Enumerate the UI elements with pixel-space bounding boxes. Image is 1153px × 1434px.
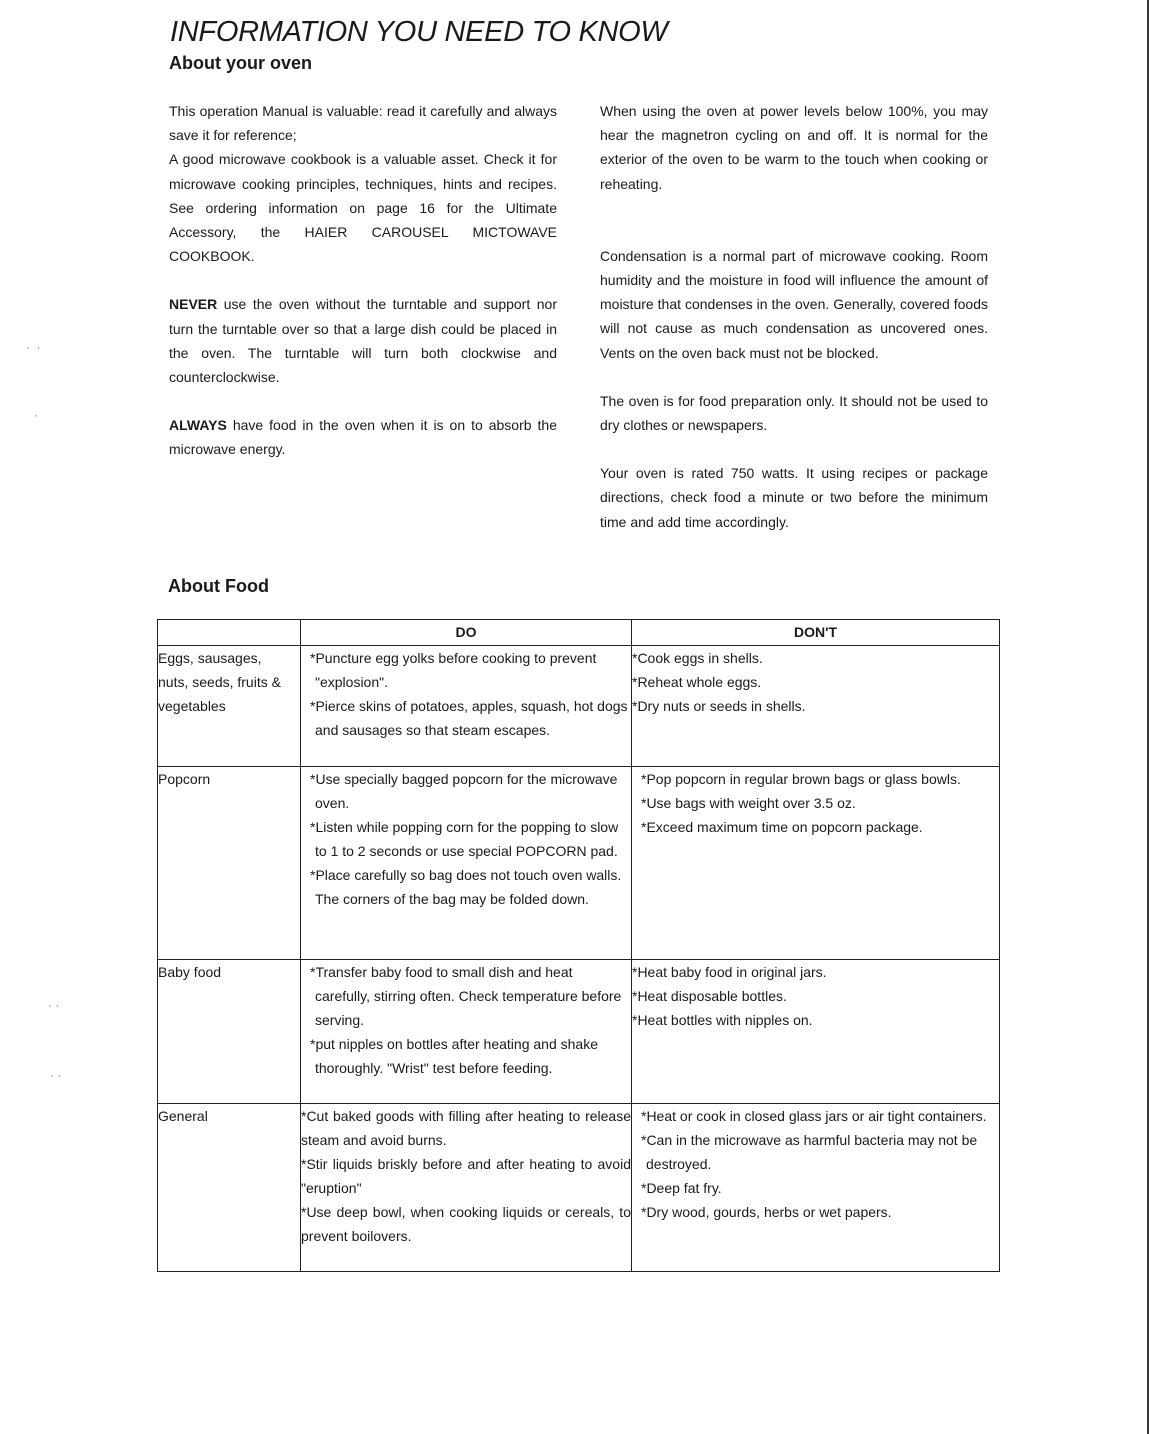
about-food-heading: About Food bbox=[168, 576, 269, 596]
power-level-paragraph: When using the oven at power levels below 100%, you may hear the magnetron cycling on and off. It is normal for the exterior of the oven to be warm to the touch when cooking or reheating. bbox=[600, 103, 988, 192]
always-paragraph bbox=[169, 413, 557, 461]
do-item: *Use deep bowl, when cooking liquids or cereals, to prevent boilovers. bbox=[301, 1204, 631, 1244]
wattage-paragraph: Your oven is rated 750 watts. It using recipes or package directions, check food a minute or two before the minimum time and add time accordingly. bbox=[600, 465, 988, 530]
category-label: Eggs, sausages, nuts, seeds, fruits & vegetables bbox=[158, 650, 281, 714]
header-dont: DON'T bbox=[632, 620, 1000, 646]
dont-cell bbox=[632, 1104, 1000, 1272]
scan-speck: · · bbox=[26, 340, 41, 354]
about-oven-heading: About your oven bbox=[169, 53, 312, 73]
scan-speck: · · bbox=[50, 1068, 62, 1082]
table-header-row bbox=[158, 620, 1000, 646]
always-label: ALWAYS bbox=[169, 417, 227, 434]
dont-item: *Heat disposable bottles. bbox=[632, 988, 787, 1004]
food-do-dont-table bbox=[157, 619, 1000, 1272]
never-label: NEVER bbox=[169, 296, 218, 313]
category-cell bbox=[158, 1104, 301, 1272]
never-text: use the oven without the turntable and support nor turn the turntable over so that a large dish could be placed in the oven. The turntable will turn both clockwise and counterclockwise. bbox=[169, 296, 557, 386]
table-row bbox=[158, 767, 1000, 960]
table-row bbox=[158, 646, 1000, 767]
do-item: *Use specially bagged popcorn for the microwave oven. bbox=[310, 771, 618, 811]
dont-cell bbox=[632, 960, 1000, 1104]
dont-item: *Exceed maximum time on popcorn package. bbox=[641, 819, 923, 835]
do-item: *Listen while popping corn for the popping to slow to 1 to 2 seconds or use special POPCORN pad. bbox=[310, 819, 619, 859]
do-item: *Puncture egg yolks before cooking to prevent "explosion". bbox=[310, 650, 597, 690]
dont-item: *Heat baby food in original jars. bbox=[632, 964, 827, 980]
dont-item: *Use bags with weight over 3.5 oz. bbox=[641, 795, 856, 811]
always-text: have food in the oven when it is on to absorb the microwave energy. bbox=[169, 417, 557, 458]
page-title: INFORMATION YOU NEED TO KNOW bbox=[170, 16, 668, 48]
do-cell bbox=[301, 767, 632, 960]
header-do: DO bbox=[301, 620, 632, 646]
do-item: *Transfer baby food to small dish and heat carefully, stirring often. Check temperature before serving. bbox=[310, 964, 622, 1028]
dont-cell bbox=[632, 767, 1000, 960]
dont-item: *Dry wood, gourds, herbs or wet papers. bbox=[641, 1204, 892, 1220]
category-cell bbox=[158, 767, 301, 960]
cookbook-paragraph: A good microwave cookbook is a valuable asset. Check it for microwave cooking principles, techniques, hints and recipes. See ordering information on page 16 for the Ultimate Accessory, the HAIER CAROUSEL MICTOWAVE COOKBOOK. bbox=[169, 151, 557, 265]
condensation-paragraph: Condensation is a normal part of microwave cooking. Room humidity and the moisture in food will influence the amount of moisture that condenses in the oven. Generally, covered foods will not cause as much condensation as uncovered ones. Vents on the oven back must not be blocked. bbox=[600, 247, 988, 361]
food-prep-paragraph: The oven is for food preparation only. It should not be used to dry clothes or newspapers. bbox=[600, 392, 988, 434]
manual-paragraph: This operation Manual is valuable: read it carefully and always save it for reference; bbox=[169, 103, 557, 144]
do-cell bbox=[301, 960, 632, 1104]
dont-item: *Reheat whole eggs. bbox=[632, 674, 762, 690]
do-item: *Stir liquids briskly before and after heating to avoid "eruption" bbox=[301, 1156, 631, 1196]
page-edge bbox=[1147, 0, 1149, 1434]
do-item: *Pierce skins of potatoes, apples, squash, hot dogs and sausages so that steam escapes. bbox=[310, 698, 628, 738]
oven-right-column bbox=[600, 99, 988, 534]
dont-item: *Heat bottles with nipples on. bbox=[632, 1012, 813, 1028]
do-item: *Cut baked goods with filling after heating to release steam and avoid burns. bbox=[301, 1108, 631, 1148]
category-label: Baby food bbox=[158, 964, 222, 980]
do-item: *put nipples on bottles after heating and shake thoroughly. "Wrist" test before feeding. bbox=[310, 1036, 598, 1076]
do-cell bbox=[301, 1104, 632, 1272]
do-cell bbox=[301, 646, 632, 767]
category-label: Popcorn bbox=[158, 771, 211, 787]
scan-speck: · bbox=[34, 408, 38, 422]
dont-item: *Heat or cook in closed glass jars or air tight containers. bbox=[641, 1108, 987, 1124]
scan-speck: · · bbox=[48, 998, 60, 1012]
dont-item: *Can in the microwave as harmful bacteria may not be destroyed. bbox=[641, 1132, 978, 1172]
oven-left-column bbox=[169, 99, 557, 462]
dont-cell bbox=[632, 646, 1000, 767]
dont-item: *Dry nuts or seeds in shells. bbox=[632, 698, 806, 714]
never-paragraph bbox=[169, 292, 557, 389]
dont-item: *Cook eggs in shells. bbox=[632, 650, 763, 666]
table-row bbox=[158, 960, 1000, 1104]
do-item: *Place carefully so bag does not touch oven walls. The corners of the bag may be folded down. bbox=[310, 867, 622, 907]
header-category bbox=[158, 620, 301, 646]
category-cell bbox=[158, 960, 301, 1104]
dont-item: *Pop popcorn in regular brown bags or glass bowls. bbox=[641, 771, 961, 787]
table-row bbox=[158, 1104, 1000, 1272]
dont-item: *Deep fat fry. bbox=[641, 1180, 722, 1196]
category-cell bbox=[158, 646, 301, 767]
category-label: General bbox=[158, 1108, 208, 1124]
